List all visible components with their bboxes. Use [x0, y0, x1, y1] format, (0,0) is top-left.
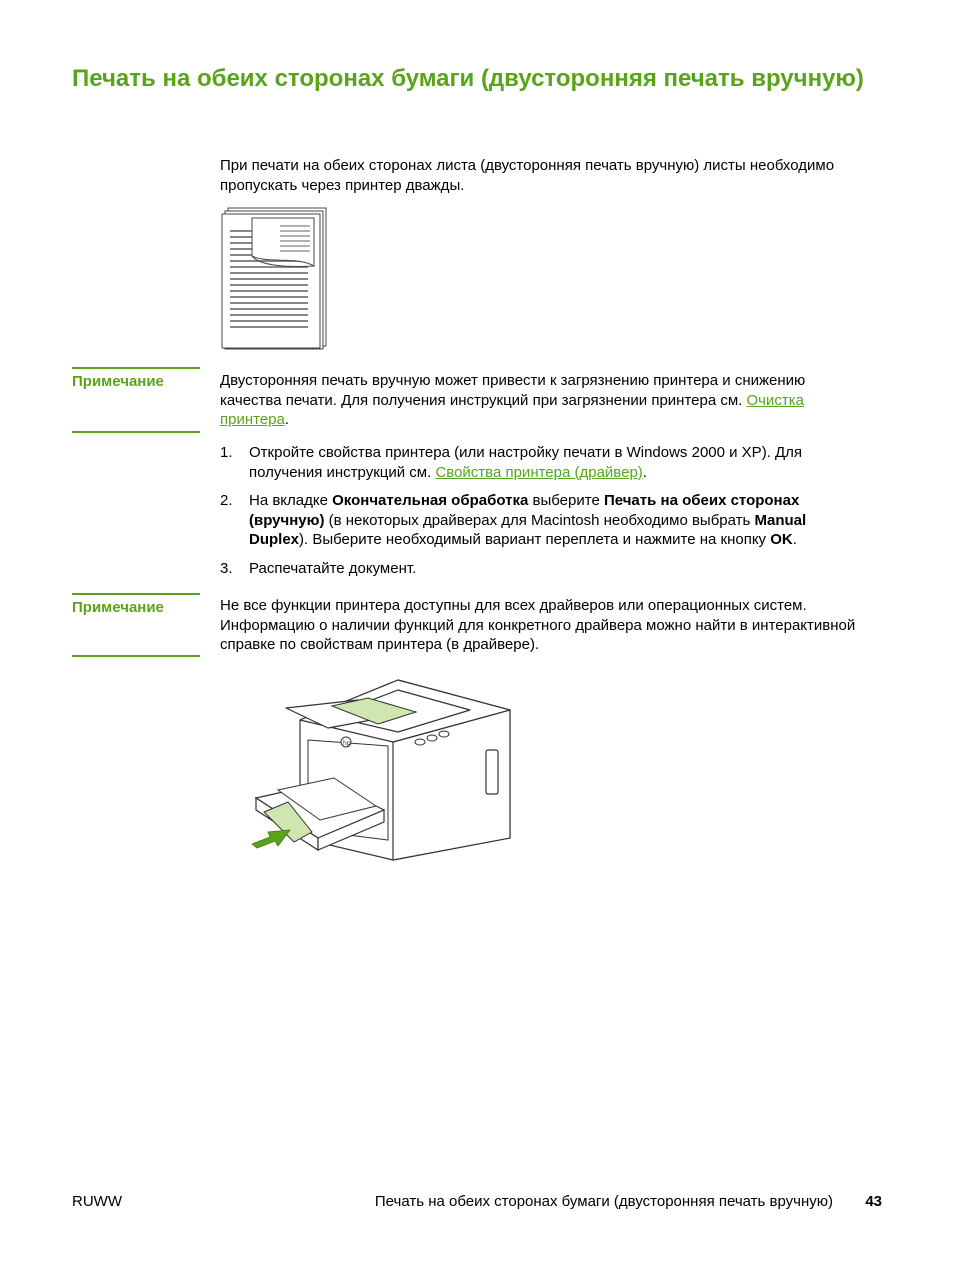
page-title: Печать на обеих сторонах бумаги (двусторонняя печать вручную) — [72, 65, 864, 92]
note-label-1 — [72, 367, 200, 390]
step-text: (в некоторых драйверах для Macintosh необходимо выбрать — [324, 511, 755, 529]
note-text-2: Не все функции принтера доступны для всех драйверов или операционных систем. Информацию о наличии функций для конкретного драйвера можно найти в интерактивной справке по свойствам принтера (в драйвере). — [220, 597, 856, 653]
page-number: 43 — [865, 1193, 882, 1210]
step-text: . — [792, 531, 797, 548]
insert-arrow-icon — [252, 830, 290, 848]
step-text: На вкладке — [249, 492, 333, 509]
step-bold: Печать на обеих сторонах (вручную) — [249, 492, 800, 529]
cleaning-link[interactable]: Очистка принтера — [220, 391, 804, 428]
footer-left: RUWW — [72, 1193, 122, 1210]
step-number: 1. — [220, 444, 233, 461]
footer-chapter-title: Печать на обеих сторонах бумаги (двусторонняя печать вручную) — [374, 1193, 833, 1210]
intro-paragraph: При печати на обеих сторонах листа (двусторонняя печать вручную) листы необходимо пропускать через принтер дважды. — [220, 157, 835, 194]
step-number: 3. — [220, 559, 233, 577]
list-item — [220, 443, 860, 482]
hp-logo-icon — [341, 737, 351, 747]
note-text: . — [284, 411, 290, 428]
step-bold: Окончательная обработка — [332, 492, 529, 509]
steps-list — [220, 443, 860, 587]
svg-text:hp: hp — [343, 740, 351, 747]
note-text: Двусторонняя печать вручную может привести к загрязнению принтера и снижению качества печати. Для получения инструкций при загрязнении принтера см. — [220, 372, 806, 409]
list-item — [220, 559, 860, 579]
note-rule — [72, 431, 200, 433]
step-text: ). Выберите необходимый вариант переплета и нажмите на кнопку — [299, 531, 771, 548]
step-number: 2. — [220, 492, 233, 509]
step-bold: OK — [770, 531, 793, 548]
step-text: Откройте свойства принтера (или настройку печати в Windows 2000 и XP). Для получения инструкций см. — [249, 444, 803, 481]
list-item — [220, 491, 860, 550]
step-text: . — [642, 463, 647, 481]
step-bold: Manual Duplex — [249, 511, 807, 548]
note-label-2 — [72, 593, 200, 616]
duplex-pages-icon — [218, 206, 330, 355]
note-rule — [72, 655, 200, 657]
note-label-text: Примечание — [72, 599, 164, 616]
step-text: Распечатайте документ. — [249, 559, 417, 577]
printer-illustration — [248, 670, 528, 885]
step-text: выберите — [528, 492, 604, 509]
note-label-text: Примечание — [72, 373, 164, 390]
printer-properties-link[interactable]: Свойства принтера (драйвер) — [435, 463, 643, 481]
note-text-1 — [220, 371, 860, 430]
